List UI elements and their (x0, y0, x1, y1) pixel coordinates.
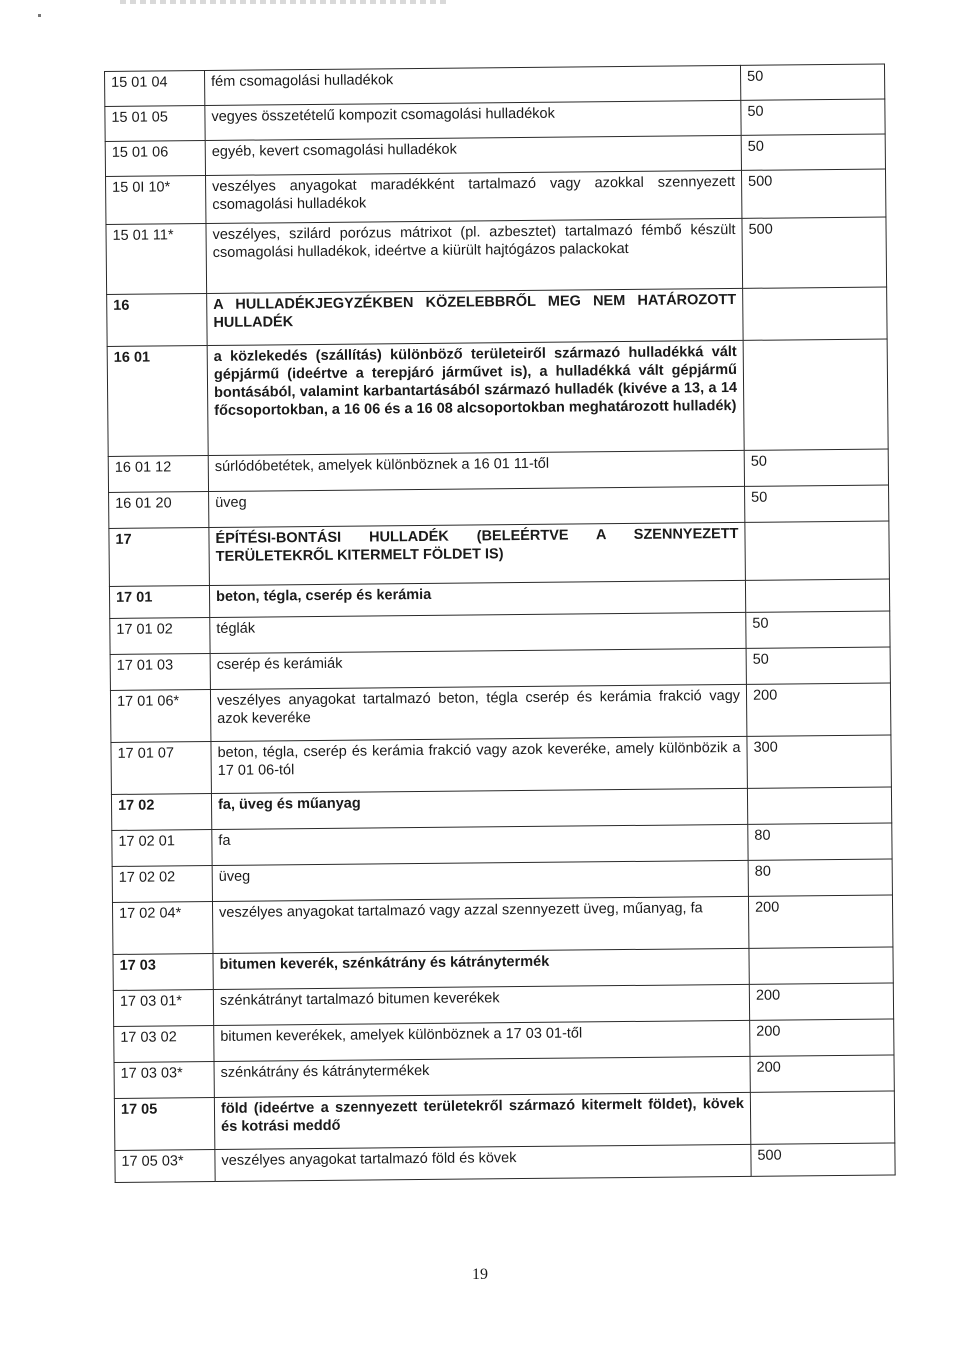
quantity-cell: 300 (747, 735, 891, 788)
waste-code-cell: 16 01 (107, 346, 208, 457)
waste-code-cell: 15 01 11* (106, 224, 207, 295)
description-cell: üveg (212, 860, 748, 901)
waste-code-cell: 17 02 04* (112, 901, 212, 954)
table-row (106, 169, 886, 224)
description-cell: szénkátrányt tartalmazó bitumen keverékek (213, 984, 749, 1025)
description-cell: beton, tégla, cserép és kerámia frakció vagy azok keveréke, amely különbözik a 17 01 06-tól (211, 736, 747, 793)
waste-code-table (104, 64, 896, 1183)
table-row (115, 1143, 895, 1182)
waste-code-cell: 17 03 01* (113, 989, 213, 1026)
waste-code-cell: 17 01 02 (110, 618, 210, 655)
waste-code-cell: 17 01 03 (110, 654, 210, 691)
description-cell: súrlódóbetétek, amelyek különböznek a 16 01 11-től (208, 450, 744, 491)
waste-code-cell: 16 01 12 (108, 456, 208, 493)
quantity-cell: 50 (746, 647, 890, 684)
waste-code-cell: 17 02 02 (112, 865, 212, 902)
quantity-cell (743, 287, 887, 340)
table-row (106, 217, 887, 294)
description-cell: föld (ideértve a szennyezett területekről származó kitermelt földet), kövek és kotrási meddő (214, 1092, 750, 1149)
table-row (110, 683, 890, 742)
quantity-cell: 80 (748, 823, 892, 860)
waste-code-cell: 17 01 07 (111, 742, 211, 795)
description-cell: fa, üveg és műanyag (211, 788, 747, 829)
table-section-row (109, 521, 890, 586)
quantity-cell (745, 521, 890, 580)
waste-code-cell: 17 03 02 (114, 1025, 214, 1062)
waste-code-cell: 17 03 (113, 953, 213, 990)
quantity-cell: 200 (746, 683, 890, 736)
waste-code-cell: 15 01 05 (105, 106, 205, 142)
quantity-cell: 50 (746, 611, 890, 648)
waste-code-cell: 17 05 03* (115, 1149, 215, 1182)
description-cell: szénkátrány és kátránytermékek (214, 1056, 750, 1097)
description-cell: ÉPÍTÉSI-BONTÁSI HULLADÉK (BELEÉRTVE A SZENNYEZETT TERÜLETEKRŐL KITERMELT FÖLDET IS) (209, 522, 746, 585)
quantity-cell (749, 947, 893, 984)
quantity-cell: 50 (741, 134, 885, 170)
description-cell: veszélyes anyagokat tartalmazó beton, tégla cserép és kerámia frakció vagy azok keveréke (210, 684, 746, 741)
waste-code-cell: 17 (109, 528, 210, 587)
table-section-row (107, 339, 888, 456)
description-cell: veszélyes, szilárd porózus mátrixot (pl. azbesztet) tartalmazó fémbő készült csomagolási hulladékok, ideértve a kiürült hajtógázos palackokat (206, 218, 743, 293)
quantity-cell (743, 339, 888, 450)
quantity-cell: 200 (750, 1055, 894, 1092)
quantity-cell: 200 (749, 983, 893, 1020)
quantity-cell: 50 (741, 99, 885, 135)
table-section-row (107, 287, 887, 346)
description-cell: A HULLADÉKJEGYZÉKBEN KÖZELEBBRŐL MEG NEM HATÁROZOTT HULLADÉK (207, 288, 743, 345)
waste-code-cell: 17 02 (111, 794, 211, 831)
description-cell: üveg (209, 486, 745, 527)
description-cell: veszélyes anyagokat maradékként tartalmazó vagy azokkal szennyezett csomagolási hulladékok (206, 170, 742, 223)
description-cell: bitumen keverék, szénkátrány és kátránytermék (213, 948, 749, 989)
quantity-cell: 50 (740, 64, 884, 100)
quantity-cell (745, 579, 889, 612)
scan-artifact (120, 0, 450, 4)
waste-code-cell: 17 03 03* (114, 1061, 214, 1098)
description-cell: veszélyes anyagokat tartalmazó föld és kövek (215, 1144, 751, 1181)
waste-code-cell: 17 02 01 (112, 830, 212, 867)
quantity-cell: 500 (742, 217, 887, 288)
quantity-cell (750, 1091, 894, 1144)
waste-code-cell: 16 (107, 294, 207, 347)
description-cell: a közlekedés (szállítás) különböző területeiről származó hulladékká vált gépjármű (ideértve a terepjáró járművet is), a hulladékká vált gépjármű bontásából, valamint karbantartásából származó hulladék (kivéve a 13, a 14 főcsoportokban, a 16 06 és a 16 08 alcsoportokban meghatározott hulladék) (207, 340, 744, 455)
waste-code-cell: 17 01 (109, 586, 209, 619)
description-cell: fa (212, 824, 748, 865)
description-cell: cserép és kerámiák (210, 648, 746, 689)
quantity-cell: 50 (744, 449, 888, 486)
scan-artifact (38, 14, 41, 17)
waste-code-cell: 15 0I 10* (106, 176, 206, 225)
quantity-cell: 200 (750, 1019, 894, 1056)
quantity-cell: 500 (751, 1143, 895, 1176)
waste-code-cell: 15 01 06 (105, 141, 205, 177)
table-row (111, 735, 891, 794)
quantity-cell: 200 (748, 895, 892, 948)
quantity-cell (747, 787, 891, 824)
description-cell: egyéb, kevert csomagolási hulladékok (205, 135, 741, 175)
quantity-cell: 500 (741, 169, 885, 218)
table-row (112, 895, 892, 954)
description-cell: beton, tégla, cserép és kerámia (209, 580, 745, 617)
quantity-cell: 80 (748, 859, 892, 896)
description-cell: bitumen keverékek, amelyek különböznek a 17 03 01-től (214, 1020, 750, 1061)
description-cell: vegyes összetételű kompozit csomagolási hulladékok (205, 100, 741, 140)
waste-code-cell: 17 01 06* (110, 690, 210, 743)
description-cell: fém csomagolási hulladékok (205, 65, 741, 105)
waste-code-cell: 16 01 20 (109, 492, 209, 529)
waste-code-cell: 15 01 04 (105, 71, 205, 107)
description-cell: veszélyes anyagokat tartalmazó vagy azzal szennyezett üveg, műanyag, fa (212, 896, 748, 953)
waste-code-cell: 17 05 (114, 1097, 214, 1150)
description-cell: téglák (210, 612, 746, 653)
table-section-row (114, 1091, 894, 1150)
page-number: 19 (472, 1266, 488, 1283)
quantity-cell: 50 (745, 485, 889, 522)
